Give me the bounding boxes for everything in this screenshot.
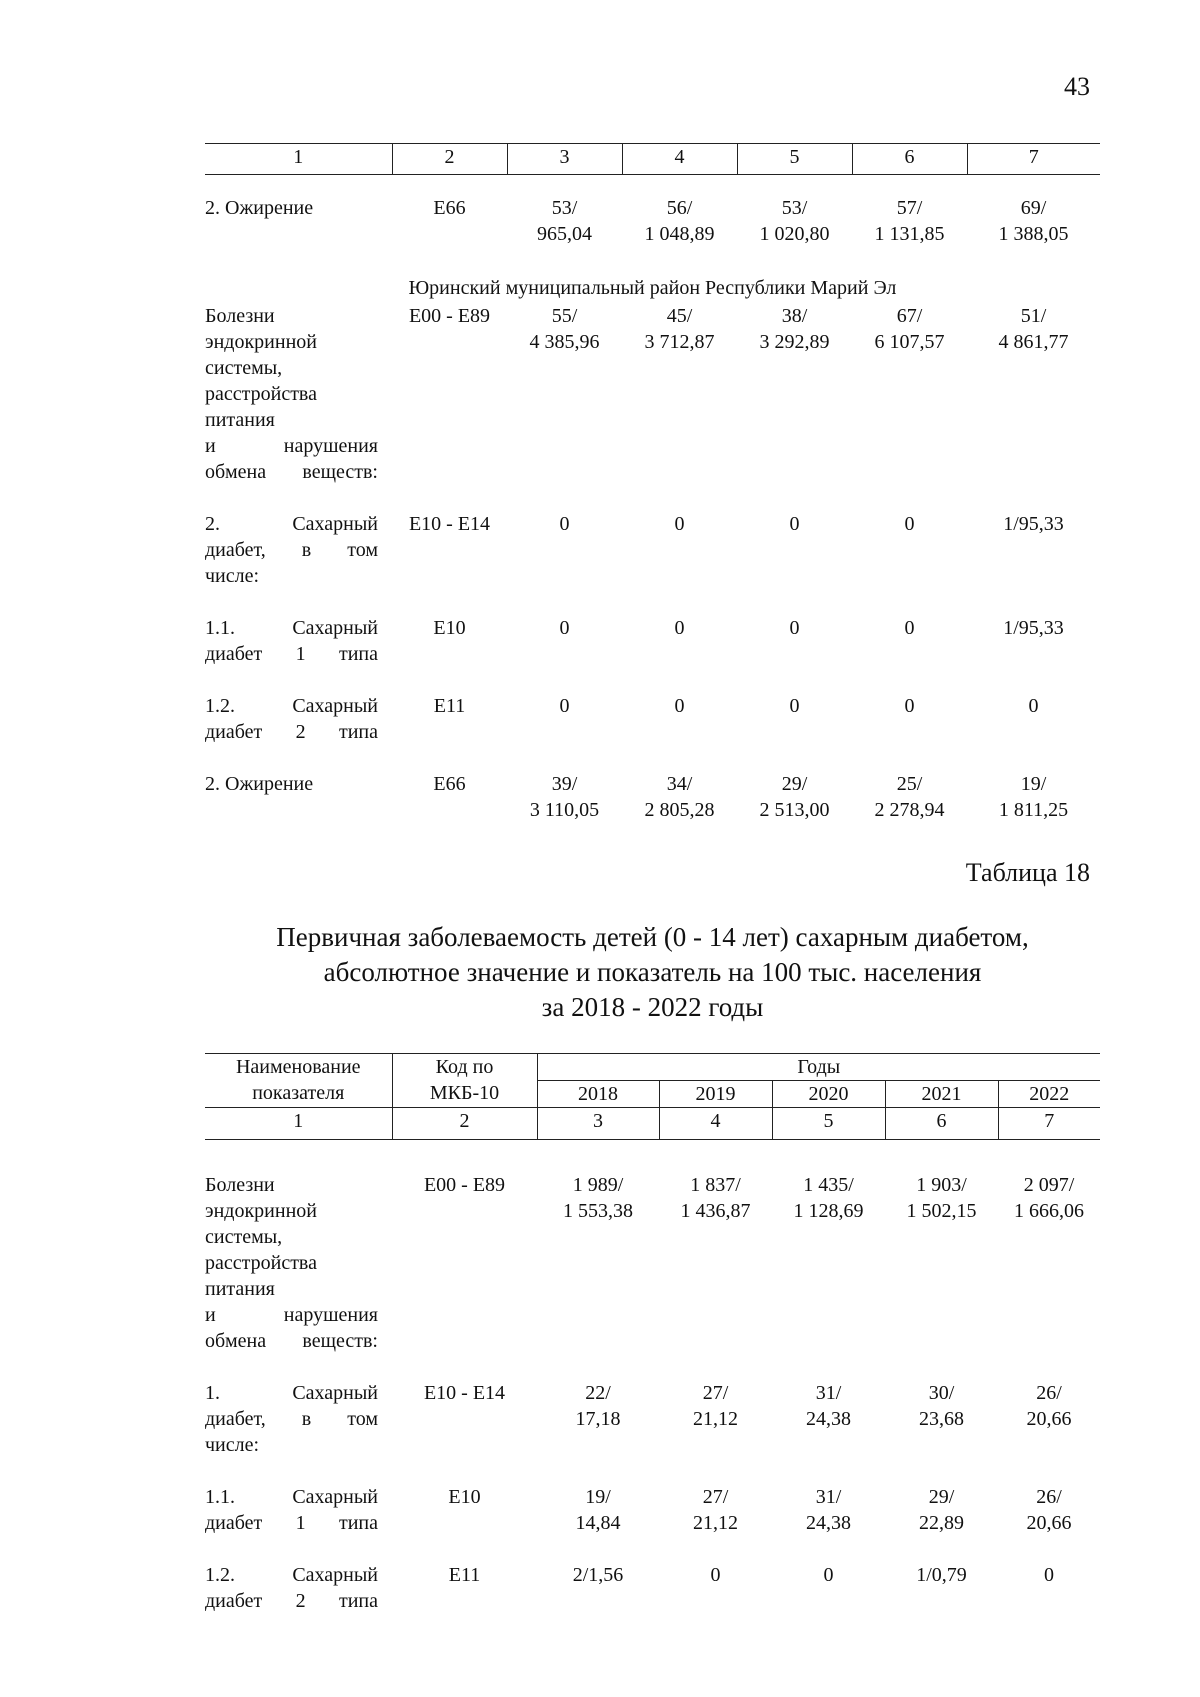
row-value [967, 673, 1100, 751]
row-value [507, 303, 622, 491]
value-line: 4 861,77 [998, 331, 1069, 353]
row-value [967, 491, 1100, 595]
value-line: 1 048,89 [644, 223, 715, 245]
value-line: 31/ [815, 1486, 842, 1508]
value-line: 20,66 [1026, 1408, 1072, 1430]
value-line: 27/ [702, 1486, 729, 1508]
row-name-line: системы, [205, 1226, 283, 1248]
value-line: 0 [789, 695, 800, 717]
value-line: 17,18 [575, 1408, 621, 1430]
value-line: 2 097/ [1023, 1174, 1075, 1196]
row-value [967, 751, 1100, 823]
value-line: 1 903/ [916, 1174, 967, 1196]
header-code-label: Код по МКБ-10 [392, 1054, 537, 1108]
row-name [205, 1140, 392, 1361]
row-value [622, 491, 737, 595]
row-name-line: диабет 2 типа [205, 721, 378, 743]
value-line: 1/95,33 [1003, 617, 1064, 639]
header-name-label: Наименование показателя [205, 1054, 392, 1108]
row-value [885, 1464, 998, 1542]
value-line: 0 [1044, 1564, 1055, 1586]
row-code: E11 [448, 1564, 481, 1586]
row-value [772, 1542, 885, 1620]
year-label: 2019 [659, 1081, 772, 1108]
row-name-line: 1.1. Сахарный [205, 1486, 378, 1508]
row-value [737, 303, 852, 491]
table-row [205, 1542, 1100, 1620]
table-heading [205, 920, 1100, 1025]
value-line: 30/ [928, 1382, 955, 1404]
row-name-line: обмена веществ: [205, 1330, 378, 1352]
row-name-line: диабет 1 типа [205, 643, 378, 665]
table-row [205, 673, 1100, 751]
table-row [205, 491, 1100, 595]
column-number: 3 [507, 144, 622, 175]
value-line: 21,12 [693, 1512, 738, 1534]
value-line: 14,84 [575, 1512, 621, 1534]
year-label: 2018 [537, 1081, 659, 1108]
row-value [852, 303, 967, 491]
value-line: 53/ [551, 197, 578, 219]
row-code: E10 - E14 [408, 513, 491, 535]
row-name-line: 1.2. Сахарный [205, 695, 378, 717]
row-value [659, 1464, 772, 1542]
table-row [205, 1464, 1100, 1542]
row-name-line: числе: [205, 565, 260, 587]
row-name [205, 1360, 392, 1464]
value-line: 0 [904, 695, 915, 717]
row-name-line: обмена веществ: [205, 461, 378, 483]
row-value [852, 175, 967, 248]
row-name-line: 1.2. Сахарный [205, 1564, 378, 1586]
row-value [737, 673, 852, 751]
row-name-line: и нарушения [205, 435, 378, 457]
row-value [622, 595, 737, 673]
value-line: 34/ [666, 773, 693, 795]
value-line: 1 553,38 [563, 1200, 633, 1222]
column-number: 1 [205, 144, 392, 175]
value-line: 1 666,06 [1014, 1200, 1085, 1222]
value-line: 0 [904, 617, 915, 639]
row-name [205, 1464, 392, 1542]
value-line: 0 [789, 617, 800, 639]
row-name-line: 2. Сахарный [205, 513, 378, 535]
value-line: 2 278,94 [874, 799, 945, 821]
value-line: 3 110,05 [529, 799, 600, 821]
value-line: 26/ [1036, 1486, 1062, 1508]
value-line: 67/ [896, 305, 923, 327]
row-value [852, 673, 967, 751]
row-value [998, 1542, 1100, 1620]
table-row [205, 1360, 1100, 1464]
table-row [205, 595, 1100, 673]
value-line: 25/ [896, 773, 923, 795]
row-value [852, 751, 967, 823]
value-line: 24,38 [806, 1512, 851, 1534]
row-code: E00 - E89 [423, 1174, 506, 1196]
top-table [205, 143, 1100, 823]
row-name-line: расстройства [205, 1252, 317, 1274]
row-value [737, 595, 852, 673]
year-label: 2021 [885, 1081, 998, 1108]
heading-line: за 2018 - 2022 годы [541, 992, 764, 1022]
column-number: 6 [885, 1108, 998, 1140]
row-value [507, 751, 622, 823]
row-name-line: 2. Ожирение [205, 197, 314, 219]
value-line: 965,04 [537, 223, 592, 245]
row-code: E10 [448, 1486, 481, 1508]
row-value [622, 751, 737, 823]
row-value [772, 1140, 885, 1361]
value-line: 3 712,87 [644, 331, 715, 353]
value-line: 2 805,28 [644, 799, 715, 821]
row-name-line: Болезни [205, 305, 275, 327]
row-value [885, 1360, 998, 1464]
value-line: 19/ [585, 1486, 611, 1508]
value-line: 1 837/ [690, 1174, 741, 1196]
value-line: 38/ [781, 305, 808, 327]
page-number: 43 [1064, 72, 1090, 101]
bottom-table [205, 1053, 1100, 1620]
row-code: E10 - E14 [423, 1382, 506, 1404]
table-row [205, 751, 1100, 823]
row-code: E66 [433, 197, 466, 219]
row-value [659, 1140, 772, 1361]
row-value [622, 673, 737, 751]
value-line: 51/ [1020, 305, 1047, 327]
row-value [737, 751, 852, 823]
row-name [205, 303, 392, 491]
row-name-line: диабет 2 типа [205, 1590, 378, 1612]
row-value [852, 491, 967, 595]
row-value [967, 175, 1100, 248]
value-line: 1/0,79 [916, 1564, 967, 1586]
value-line: 1 989/ [572, 1174, 624, 1196]
row-value [659, 1360, 772, 1464]
value-line: 56/ [666, 197, 693, 219]
column-number: 7 [967, 144, 1100, 175]
value-line: 29/ [928, 1486, 955, 1508]
column-number: 4 [659, 1108, 772, 1140]
value-line: 55/ [551, 305, 578, 327]
column-number: 4 [622, 144, 737, 175]
column-number: 2 [392, 144, 507, 175]
table-row [205, 175, 1100, 248]
value-line: 0 [710, 1564, 721, 1586]
value-line: 0 [559, 513, 570, 535]
column-number: 2 [392, 1108, 537, 1140]
value-line: 31/ [815, 1382, 842, 1404]
value-line: 24,38 [806, 1408, 851, 1430]
value-line: 0 [674, 617, 685, 639]
row-value [537, 1542, 659, 1620]
column-number: 1 [205, 1108, 392, 1140]
value-line: 0 [674, 695, 685, 717]
row-name-line: и нарушения [205, 1304, 378, 1326]
row-name [205, 175, 392, 248]
row-name-line: диабет, в том [205, 1408, 378, 1430]
value-line: 0 [559, 617, 570, 639]
row-value [885, 1542, 998, 1620]
row-name-line: диабет 1 типа [205, 1512, 378, 1534]
row-value [772, 1360, 885, 1464]
value-line: 1 435/ [803, 1174, 854, 1196]
row-value [852, 595, 967, 673]
row-code: E00 - E89 [408, 305, 491, 327]
value-line: 21,12 [693, 1408, 738, 1430]
column-number: 7 [998, 1108, 1100, 1140]
value-line: 19/ [1020, 773, 1047, 795]
value-line: 20,66 [1026, 1512, 1072, 1534]
value-line: 2/1,56 [572, 1564, 624, 1586]
row-name-line: Болезни [205, 1174, 275, 1196]
value-line: 0 [674, 513, 685, 535]
value-line: 6 107,57 [874, 331, 945, 353]
value-line: 0 [823, 1564, 834, 1586]
column-number: 5 [772, 1108, 885, 1140]
row-name-line: 1.1. Сахарный [205, 617, 378, 639]
table-row [205, 1140, 1100, 1361]
section-title: Юринский муниципальный район Республики Марий Эл [408, 277, 897, 299]
row-value [885, 1140, 998, 1361]
row-value [622, 175, 737, 248]
year-label: 2022 [998, 1081, 1100, 1108]
year-label: 2020 [772, 1081, 885, 1108]
row-name-line: расстройства [205, 383, 317, 405]
row-value [772, 1464, 885, 1542]
value-line: 26/ [1036, 1382, 1062, 1404]
row-code: E11 [433, 695, 466, 717]
value-line: 29/ [781, 773, 808, 795]
value-line: 1 020,80 [759, 223, 830, 245]
row-value [537, 1360, 659, 1464]
value-line: 53/ [781, 197, 808, 219]
value-line: 0 [904, 513, 915, 535]
value-line: 27/ [702, 1382, 729, 1404]
row-code: E66 [433, 773, 466, 795]
row-name-line: числе: [205, 1434, 260, 1456]
row-value [622, 303, 737, 491]
value-line: 22/ [585, 1382, 611, 1404]
column-number: 3 [537, 1108, 659, 1140]
row-name-line: 1. Сахарный [205, 1382, 378, 1404]
value-line: 0 [559, 695, 570, 717]
value-line: 1 436,87 [680, 1200, 751, 1222]
value-line: 0 [1028, 695, 1039, 717]
row-name [205, 673, 392, 751]
row-name-line: диабет, в том [205, 539, 378, 561]
row-name-line: системы, [205, 357, 283, 379]
value-line: 57/ [896, 197, 923, 219]
value-line: 3 292,89 [759, 331, 830, 353]
value-line: 39/ [551, 773, 578, 795]
row-name [205, 595, 392, 673]
value-line: 23,68 [919, 1408, 964, 1430]
row-name-line: питания [205, 409, 275, 431]
value-line: 1 811,25 [998, 799, 1069, 821]
value-line: 4 385,96 [529, 331, 600, 353]
value-line: 69/ [1020, 197, 1047, 219]
heading-line: абсолютное значение и показатель на 100 тыс. населения [323, 957, 982, 987]
row-name-line: 2. Ожирение [205, 773, 314, 795]
row-value [507, 595, 622, 673]
row-value [998, 1360, 1100, 1464]
value-line: 0 [789, 513, 800, 535]
value-line: 1/95,33 [1003, 513, 1064, 535]
value-line: 1 128,69 [793, 1200, 864, 1222]
row-value [507, 175, 622, 248]
table-label: Таблица 18 [965, 858, 1090, 887]
row-name [205, 1542, 392, 1620]
row-value [537, 1140, 659, 1361]
row-value [507, 491, 622, 595]
row-name-line: эндокринной [205, 1200, 317, 1222]
row-value [998, 1464, 1100, 1542]
row-value [737, 491, 852, 595]
row-name-line: эндокринной [205, 331, 317, 353]
row-value [737, 175, 852, 248]
row-code: E10 [433, 617, 466, 639]
header-years-label: Годы [537, 1054, 1100, 1081]
row-name [205, 491, 392, 595]
value-line: 45/ [666, 305, 693, 327]
value-line: 2 513,00 [759, 799, 830, 821]
value-line: 1 131,85 [874, 223, 945, 245]
row-value [507, 673, 622, 751]
value-line: 1 388,05 [998, 223, 1069, 245]
row-name [205, 751, 392, 823]
heading-line: Первичная заболеваемость детей (0 - 14 лет) сахарным диабетом, [276, 922, 1029, 952]
row-value [998, 1140, 1100, 1361]
row-value [967, 303, 1100, 491]
column-number: 5 [737, 144, 852, 175]
row-name-line: питания [205, 1278, 275, 1300]
column-number: 6 [852, 144, 967, 175]
value-line: 1 502,15 [906, 1200, 977, 1222]
row-value [537, 1464, 659, 1542]
column-number-row [205, 144, 1100, 175]
table-row [205, 303, 1100, 491]
row-value [659, 1542, 772, 1620]
value-line: 22,89 [919, 1512, 964, 1534]
row-value [967, 595, 1100, 673]
